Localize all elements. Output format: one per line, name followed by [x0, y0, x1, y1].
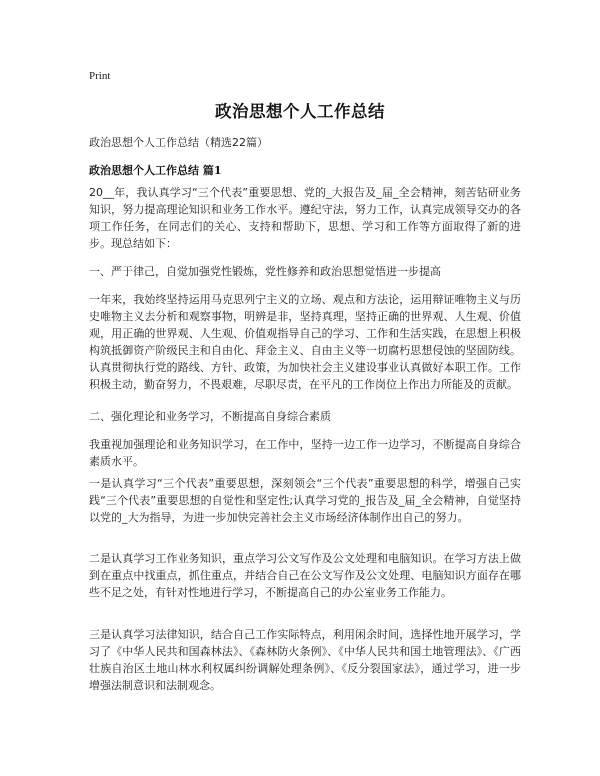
paragraph-study-law: 三是认真学习法律知识，结合自己工作实际特点，利用闲余时间，选择性地开展学习，学习了《中华人民共和国森林法》、《森林防火条例》、《中华人民共和国土地管理法》、《广西壮族自治区土地山林水利权属纠纷调解处理条例》、《反分裂国家法》，通过学习，进一步增强法制意识和法制观念。	[89, 628, 521, 692]
heading-discipline: 一、严于律己，自觉加强党性锻炼，党性修养和政治思想觉悟进一步提高	[89, 265, 441, 278]
section-title: 政治思想个人工作总结 篇1	[89, 164, 222, 177]
paragraph-study-theory: 一是认真学习“三个代表”重要思想，深刻领会“三个代表”重要思想的科学，增强自己实践“三个代表”重要思想的自觉性和坚定性;认真学习党的_报告及_届_全会精神，自觉坚持以党的_大为指导，为进一步加快完善社会主义市场经济体制作出自己的努力。	[89, 477, 521, 524]
paragraph-ideology: 一年来，我始终坚持运用马克思列宁主义的立场、观点和方法论，运用辩证唯物主义与历史唯物主义去分析和观察事物，明辨是非，坚持真理，坚持正确的世界观、人生观、价值观，用正确的世界观、人生观、价值观指导自己的学习、工作和生活实践，在思想上积极构筑抵御资产阶级民主和自由化、拜金主义、自由主义等一切腐朽思想侵蚀的坚固防线。认真贯彻执行党的路线、方针、政策，为加快社会主义建设事业认真做好本职工作。工作积极主动，勤奋努力，不畏艰难，尽职尽责，在平凡的工作岗位上作出力所能及的贡献。	[89, 293, 521, 391]
document-subtitle: 政治思想个人工作总结（精选22篇）	[89, 136, 268, 149]
heading-study: 二、强化理论和业务学习，不断提高自身综合素质	[89, 410, 331, 423]
paragraph-intro: 20__年，我认真学习“三个代表”重要思想、党的_大报告及_届_全会精神，刻苦钻研业务知识，努力提高理论知识和业务工作水平。遵纪守法，努力工作，认真完成领导交办的各项工作任务，在同志们的关心、支持和帮助下，思想、学习和工作等方面取得了新的进步。现总结如下：	[89, 186, 521, 250]
paragraph-study-business: 二是认真学习工作业务知识，重点学习公文写作及公文处理和电脑知识。在学习方法上做到在重点中找重点，抓住重点，并结合自己在公文写作及公文处理、电脑知识方面存在哪些不足之处，有针对性地进行学习，不断提高自己的办公室业务工作能力。	[89, 552, 521, 599]
paragraph-study-summary: 我重视加强理论和业务知识学习，在工作中，坚持一边工作一边学习，不断提高自身综合素质水平。	[89, 438, 521, 468]
print-label: Print	[89, 70, 111, 82]
document-title: 政治思想个人工作总结	[215, 102, 385, 121]
